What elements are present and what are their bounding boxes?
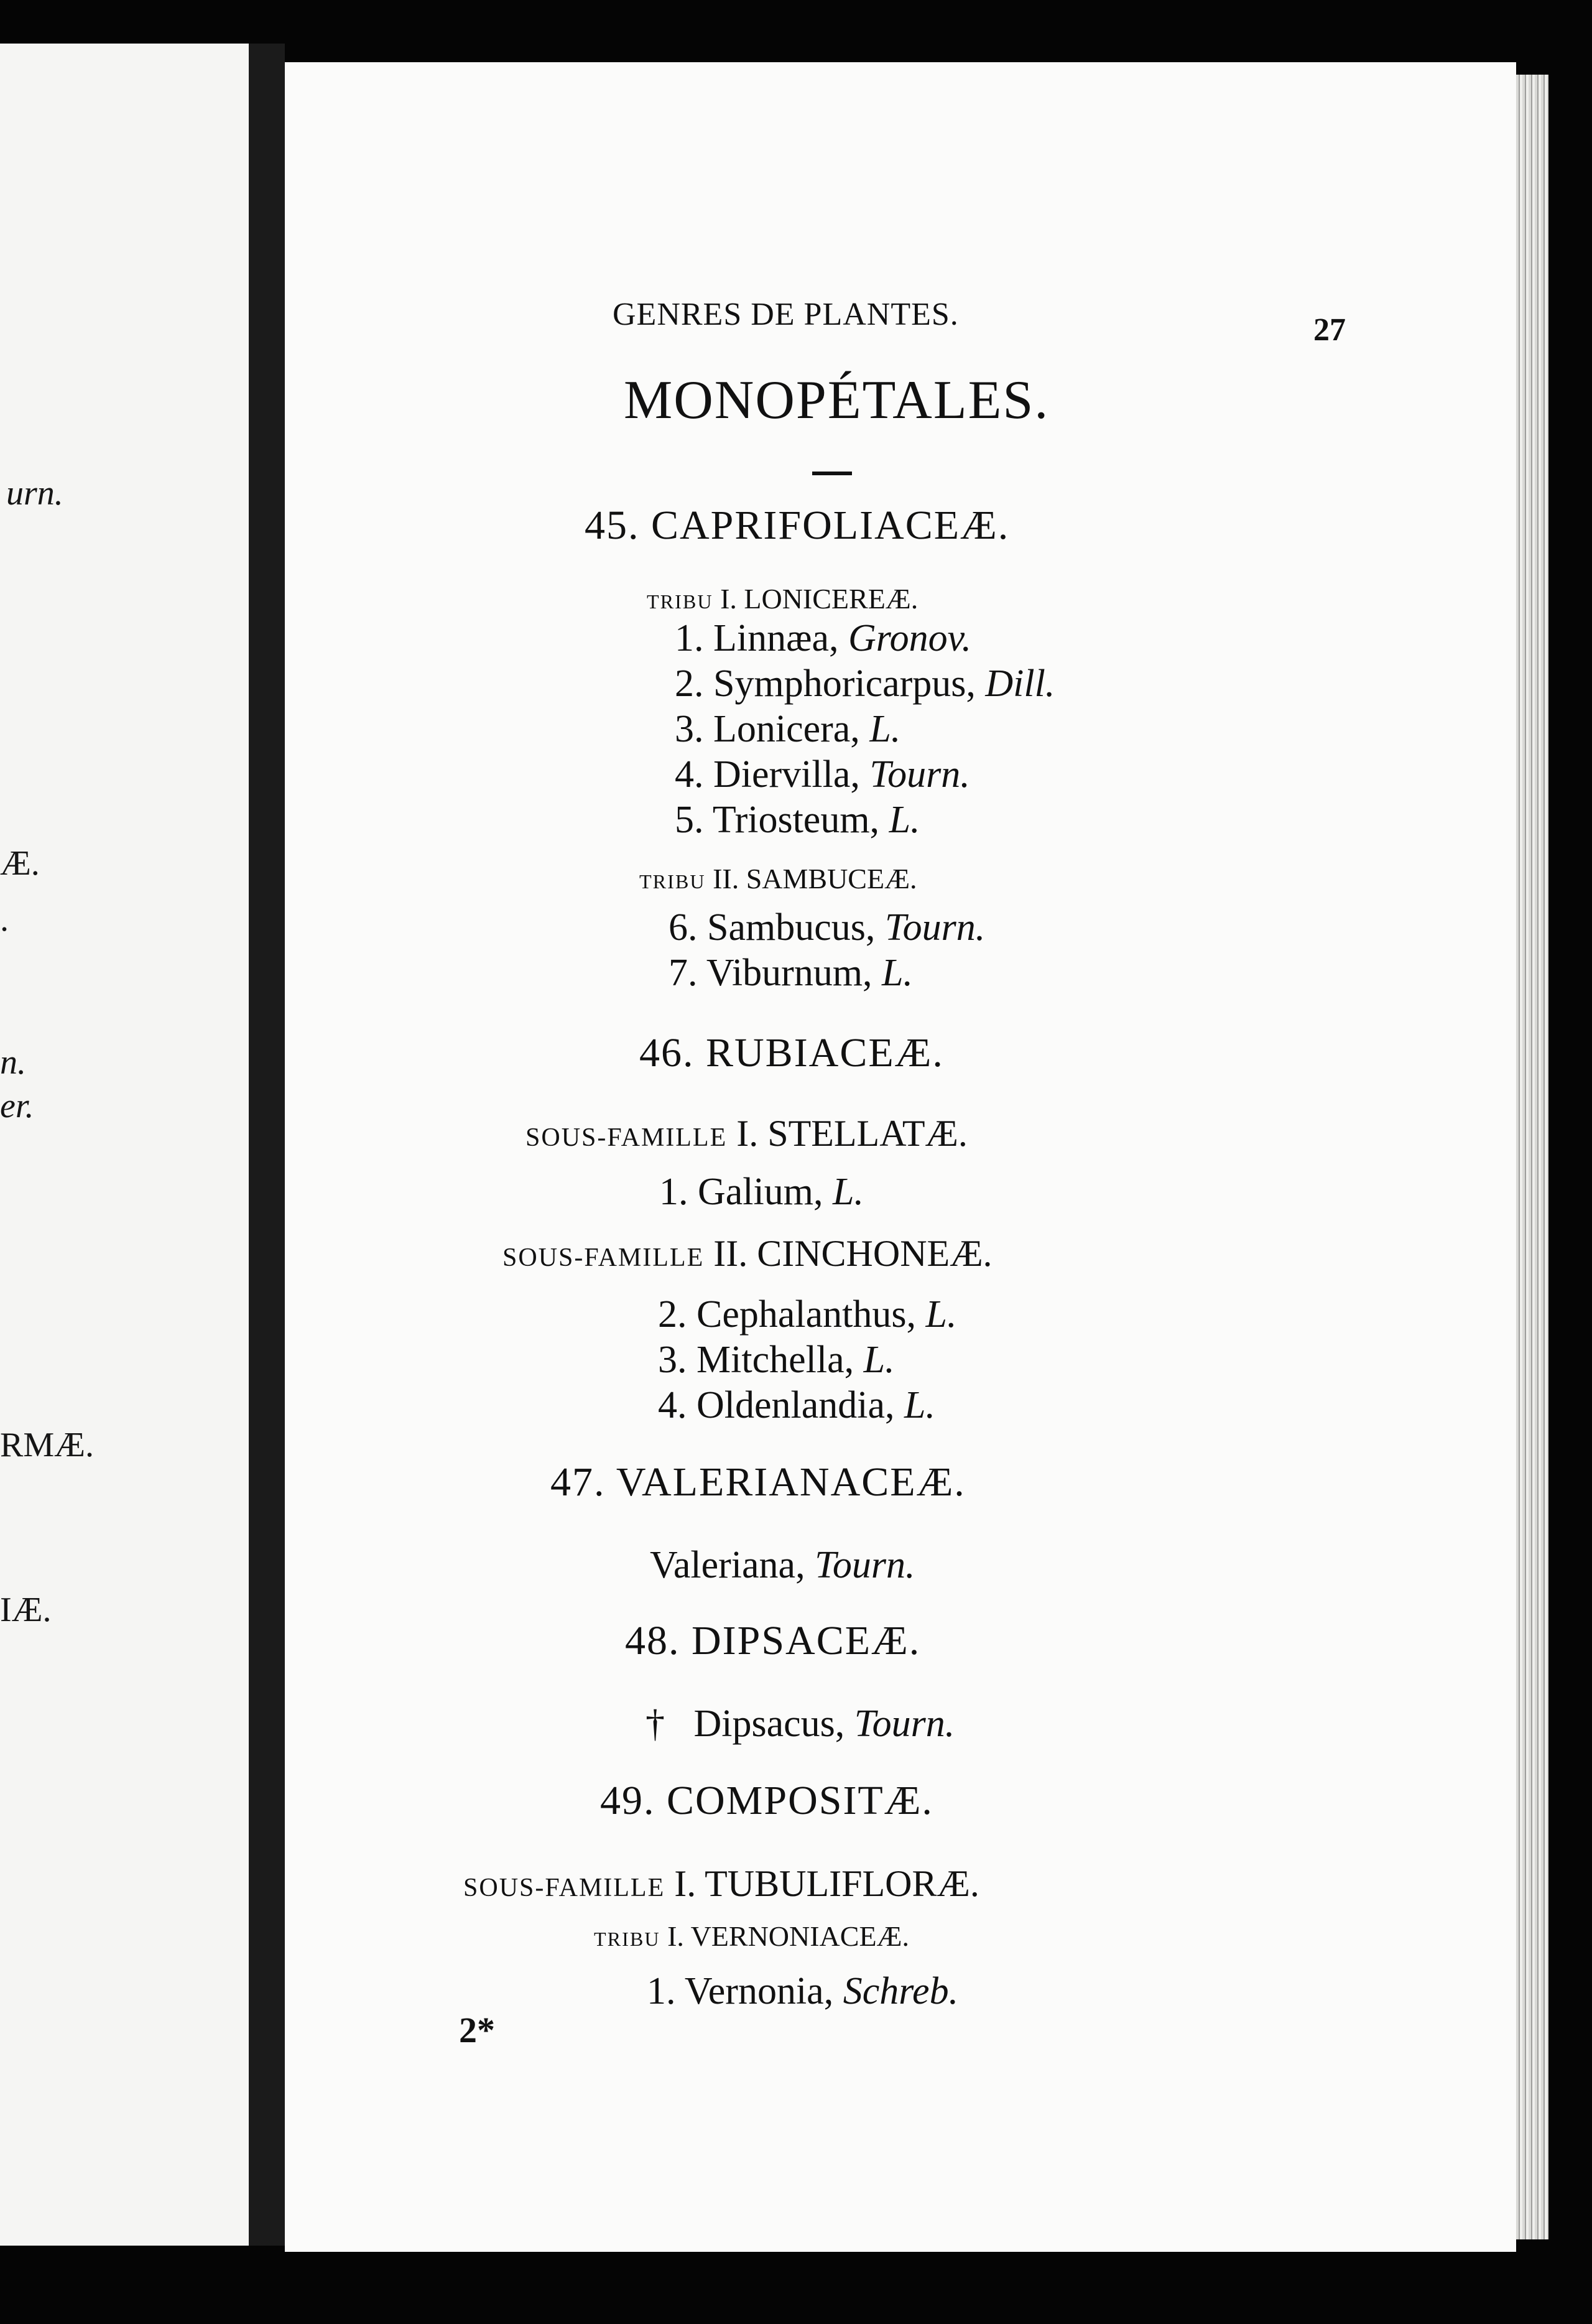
running-title: GENRES DE PLANTES. <box>613 297 959 332</box>
subfamily-label: SOUS-FAMILLE <box>525 1123 728 1152</box>
genus-entry <box>669 954 913 992</box>
page-number: 27 <box>1313 312 1346 348</box>
genus-entry <box>658 1295 956 1334</box>
genus-author: L. <box>925 1293 957 1336</box>
genus-number: 5. <box>675 799 704 841</box>
subfamily-label: SOUS-FAMILLE <box>502 1243 705 1272</box>
left-fragment: IÆ. <box>0 1591 52 1629</box>
genus-entry <box>659 1173 864 1211</box>
genus-name: Lonicera, <box>713 708 860 750</box>
genus-number: 2. <box>675 662 704 705</box>
genus-name: Viburnum, <box>706 952 872 994</box>
tribe-name: LONICEREÆ. <box>744 583 919 615</box>
left-fragment: . <box>0 900 9 939</box>
genus-author: Tourn. <box>815 1544 915 1586</box>
genus-entry <box>675 619 971 658</box>
genus-name: Cephalanthus, <box>696 1293 916 1336</box>
signature-mark: 2* <box>459 2010 495 2050</box>
genus-entry <box>675 664 1055 703</box>
genus-entry <box>675 710 900 748</box>
genus-name: Dipsacus, <box>693 1703 845 1745</box>
genus-name: Valeriana, <box>650 1544 805 1586</box>
genus-entry <box>675 801 920 839</box>
tribe-label: TRIBU <box>639 870 706 893</box>
family-name: CAPRIFOLIACEÆ. <box>651 503 1010 548</box>
subfamily-heading <box>502 1235 993 1272</box>
genus-entry <box>658 1386 935 1425</box>
family-name: VALERIANACEÆ. <box>616 1459 966 1505</box>
genus-name: Oldenlandia, <box>696 1384 895 1426</box>
genus-number: 4. <box>658 1384 687 1426</box>
genus-author: Gronov. <box>848 617 972 659</box>
family-name: DIPSACEÆ. <box>692 1618 921 1663</box>
genus-number: 6. <box>669 906 698 949</box>
subfamily-numeral: II. <box>713 1233 748 1274</box>
genus-author: L. <box>904 1384 935 1426</box>
genus-number: 1. <box>675 617 704 659</box>
section-title: MONOPÉTALES. <box>624 370 1050 430</box>
genus-number: 2. <box>658 1293 687 1336</box>
genus-author: L. <box>882 952 914 994</box>
genus-entry <box>647 1972 958 2010</box>
family-number: 47. <box>550 1459 606 1505</box>
family-name: RUBIACEÆ. <box>706 1030 944 1076</box>
page-edge <box>1516 75 1548 2239</box>
family-number: 49. <box>600 1778 655 1823</box>
book-gutter <box>249 44 285 2246</box>
subfamily-heading <box>463 1865 979 1902</box>
genus-name: Vernonia, <box>684 1970 834 2012</box>
genus-name: Symphoricarpus, <box>713 662 976 705</box>
family-heading <box>585 505 1009 546</box>
genus-number: 3. <box>658 1339 687 1381</box>
subfamily-heading <box>525 1115 968 1152</box>
genus-number: 3. <box>675 708 704 750</box>
genus-number: 4. <box>675 753 704 796</box>
subfamily-label: SOUS-FAMILLE <box>463 1874 665 1902</box>
subfamily-name: CINCHONEÆ. <box>757 1233 993 1274</box>
family-heading <box>600 1780 933 1821</box>
tribe-name: SAMBUCEÆ. <box>746 863 917 895</box>
genus-entry <box>646 1704 955 1743</box>
genus-name: Linnæa, <box>713 617 839 659</box>
tribe-numeral: I. <box>720 583 737 615</box>
dagger-mark: † <box>646 1703 665 1745</box>
genus-author: Tourn. <box>869 753 970 796</box>
genus-number: 1. <box>659 1171 688 1213</box>
genus-number: 7. <box>669 952 698 994</box>
genus-author: L. <box>869 708 901 750</box>
previous-page-fragment <box>0 44 249 2246</box>
tribe-heading <box>647 585 918 613</box>
genus-name: Mitchella, <box>696 1339 854 1381</box>
family-heading <box>639 1030 944 1076</box>
genus-name: Galium, <box>698 1171 823 1213</box>
tribe-label: TRIBU <box>647 590 713 613</box>
family-number: 48. <box>625 1618 680 1663</box>
genus-name: Triosteum, <box>712 799 880 841</box>
family-number: 46. <box>639 1030 695 1076</box>
genus-entry <box>650 1546 915 1584</box>
genus-number: 1. <box>647 1970 676 2012</box>
tribe-numeral: II. <box>713 863 739 895</box>
left-fragment: urn. <box>6 474 63 513</box>
tribe-label: TRIBU <box>594 1928 660 1950</box>
tribe-name: VERNONIACEÆ. <box>690 1920 909 1952</box>
genus-entry <box>675 755 970 794</box>
family-heading <box>625 1620 920 1662</box>
tribe-heading <box>639 865 917 893</box>
genus-entry <box>669 908 985 947</box>
genus-entry <box>658 1341 895 1379</box>
left-fragment: n. <box>0 1043 26 1082</box>
tribe-numeral: I. <box>667 1920 684 1952</box>
genus-author: L. <box>832 1171 864 1213</box>
genus-author: Schreb. <box>843 1970 959 2012</box>
subfamily-numeral: I. <box>736 1113 759 1154</box>
title-rule <box>812 472 852 475</box>
subfamily-numeral: I. <box>674 1863 696 1904</box>
genus-name: Sambucus, <box>707 906 876 949</box>
genus-name: Diervilla, <box>713 753 860 796</box>
left-fragment: Æ. <box>0 844 40 883</box>
tribe-heading <box>594 1922 909 1951</box>
genus-author: Tourn. <box>884 906 986 949</box>
left-fragment: RMÆ. <box>0 1426 94 1464</box>
family-heading <box>550 1459 966 1505</box>
left-fragment: er. <box>0 1087 34 1125</box>
genus-author: L. <box>863 1339 895 1381</box>
family-name: COMPOSITÆ. <box>667 1778 933 1823</box>
subfamily-name: TUBULIFLORÆ. <box>705 1863 979 1904</box>
family-number: 45. <box>585 503 640 548</box>
subfamily-name: STELLATÆ. <box>767 1113 968 1154</box>
genus-author: Tourn. <box>854 1703 955 1745</box>
genus-author: Dill. <box>985 662 1055 705</box>
genus-author: L. <box>889 799 920 841</box>
